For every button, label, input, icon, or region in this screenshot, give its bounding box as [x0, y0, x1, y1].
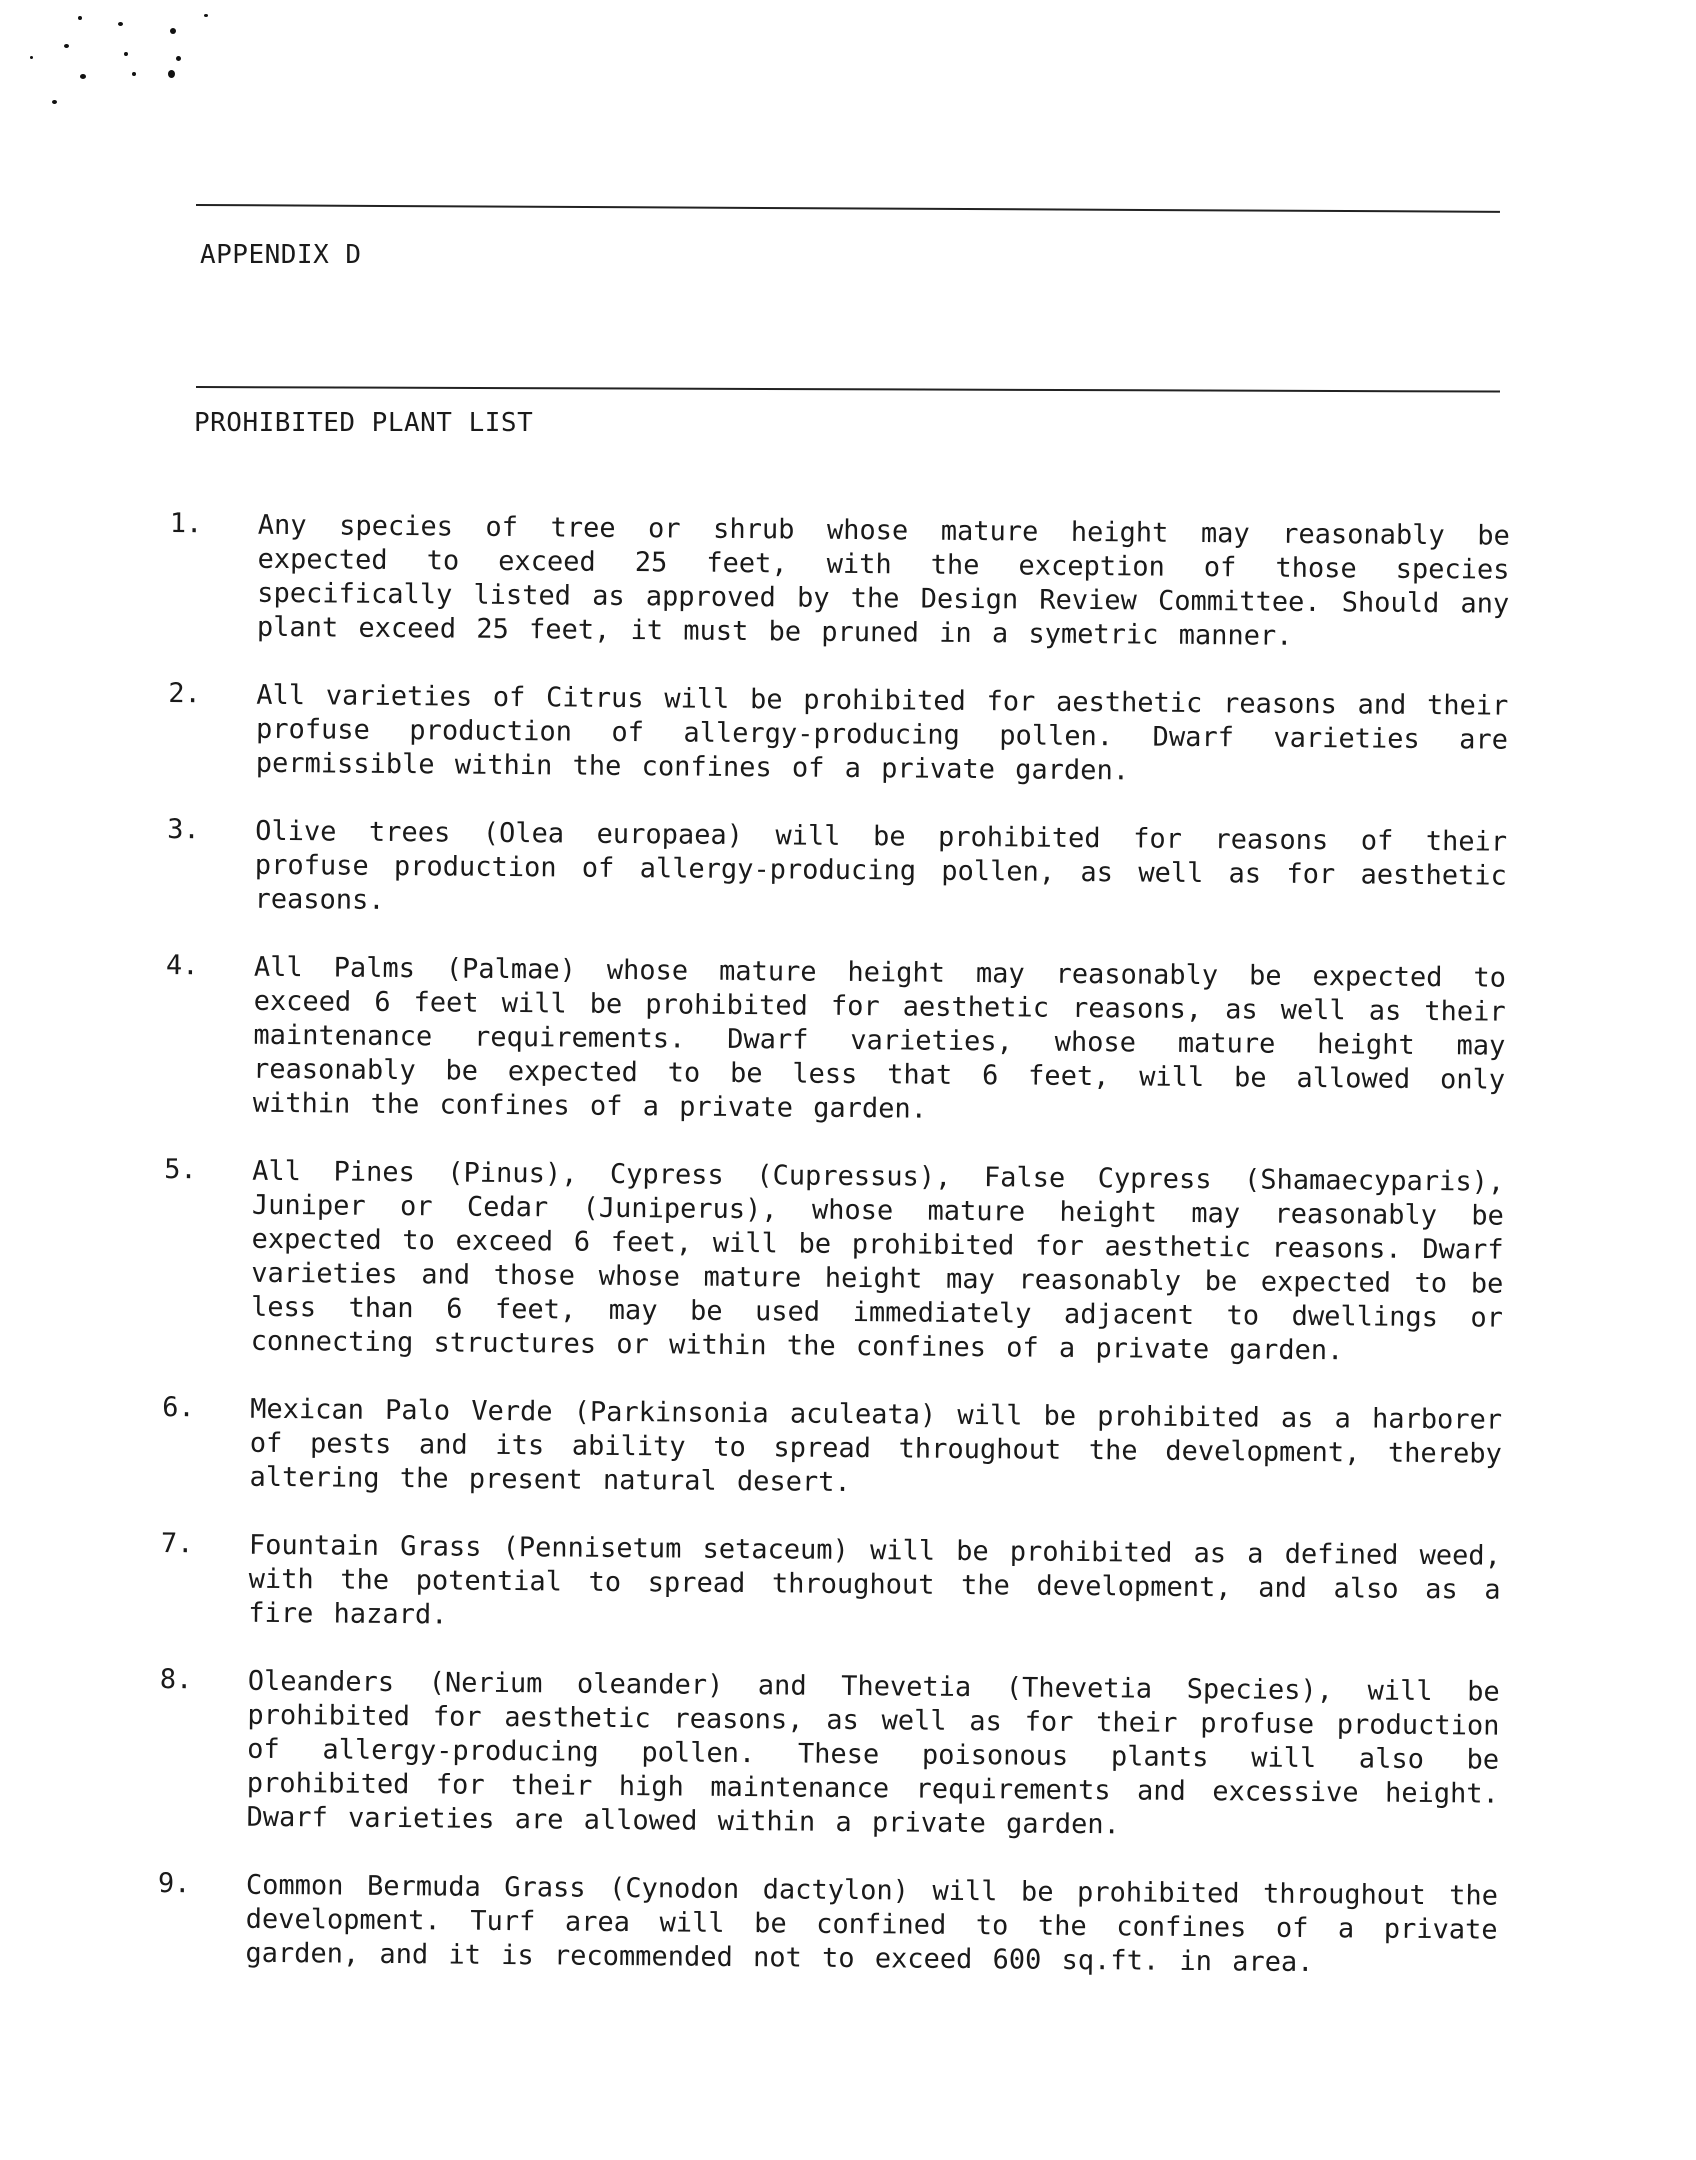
appendix-label: APPENDIX D	[200, 240, 362, 270]
item-text: Any species of tree or shrub whose mature height may reasonably be expected to exceed 25 feet, with the exception of those species specifically listed as approved by the Design Review Committee. Should any plant exceed 25 feet, it must be pruned in a symetric manner.	[256, 509, 1510, 652]
list-item	[169, 508, 1510, 656]
scan-speck	[170, 28, 176, 34]
list-item	[165, 950, 1506, 1132]
list-item	[163, 1154, 1505, 1370]
item-text: All Pines (Pinus), Cypress (Cupressus), False Cypress (Shamaecyparis), Juniper or Cedar (Juniperus), whose mature height may reasonably be expected to exceed 6 feet, will be prohibited for aesthetic reasons. Dwarf varieties and those whose mature height may reasonably be expected to be less than 6 feet, may be used immediately adjacent to dwellings or connecting structures or within the confines of a private garden.	[250, 1155, 1505, 1367]
item-number: 6.	[162, 1391, 195, 1424]
scan-speck	[168, 70, 175, 78]
item-text: Fountain Grass (Pennisetum setaceum) will be prohibited as a defined weed, with the potential to spread throughout the development, and also as a fire hazard.	[248, 1529, 1502, 1631]
scan-speck	[78, 16, 82, 20]
item-number: 5.	[164, 1153, 197, 1186]
scan-speck	[80, 74, 86, 79]
scan-speck	[124, 52, 128, 56]
scan-speck	[132, 72, 136, 76]
item-number: 9.	[157, 1867, 191, 1900]
scan-speck	[118, 22, 123, 26]
item-text: All varieties of Citrus will be prohibited for aesthetic reasons and their profuse production of allergy-producing pollen. Dwarf varieties are permissible within the confines of a private garden.	[255, 679, 1509, 787]
item-number: 8.	[159, 1663, 193, 1696]
prohibited-plant-list	[157, 508, 1510, 2016]
list-item	[160, 1528, 1501, 1642]
item-number: 1.	[169, 508, 203, 540]
scan-speck	[52, 100, 57, 104]
scan-speck	[176, 56, 181, 61]
item-number: 2.	[168, 677, 202, 710]
list-title: PROHIBITED PLANT LIST	[194, 408, 534, 438]
item-text: Mexican Palo Verde (Parkinsonia aculeata) will be prohibited as a harborer of pests and its ability to spread throughout the development, thereby altering the present natural desert.	[249, 1393, 1503, 1498]
top-rule	[196, 204, 1500, 213]
item-text: Oleanders (Nerium oleander) and Thevetia (Thevetia Species), will be prohibited for aesthetic reasons, as well as for their profuse production of allergy-producing pollen. These poisonous plants will also be prohibited for their high maintenance requirements and excessive height. Dwarf varieties are allowed within a private garden.	[246, 1665, 1500, 1841]
item-number: 7.	[160, 1527, 194, 1560]
list-item	[166, 814, 1507, 928]
item-text: Common Bermuda Grass (Cynodon dactylon) will be prohibited throughout the development. Turf area will be confined to the confines of a private garden, and it is recommended not to exceed 600 sq.ft. in area.	[245, 1869, 1499, 1979]
second-rule	[196, 386, 1500, 393]
item-text: All Palms (Palmae) whose mature height may reasonably be expected to exceed 6 feet will be prohibited for aesthetic reasons, as well as their maintenance requirements. Dwarf varieties, whose mature height may reasonably be expected to be less that 6 feet, will be allowed only within the confines of a private garden.	[252, 951, 1507, 1125]
list-item	[161, 1392, 1502, 1506]
scan-speck	[64, 44, 69, 48]
list-item	[157, 1868, 1498, 1982]
item-number: 3.	[167, 813, 200, 846]
item-text: Olive trees (Olea europaea) will be prohibited for reasons of their profuse production of allergy-producing pollen, as well as for aesthetic reasons.	[254, 815, 1508, 916]
list-item	[168, 678, 1509, 792]
list-item	[158, 1664, 1499, 1846]
item-number: 4.	[165, 949, 199, 982]
scan-speck	[204, 14, 208, 17]
scan-speck	[30, 56, 33, 59]
